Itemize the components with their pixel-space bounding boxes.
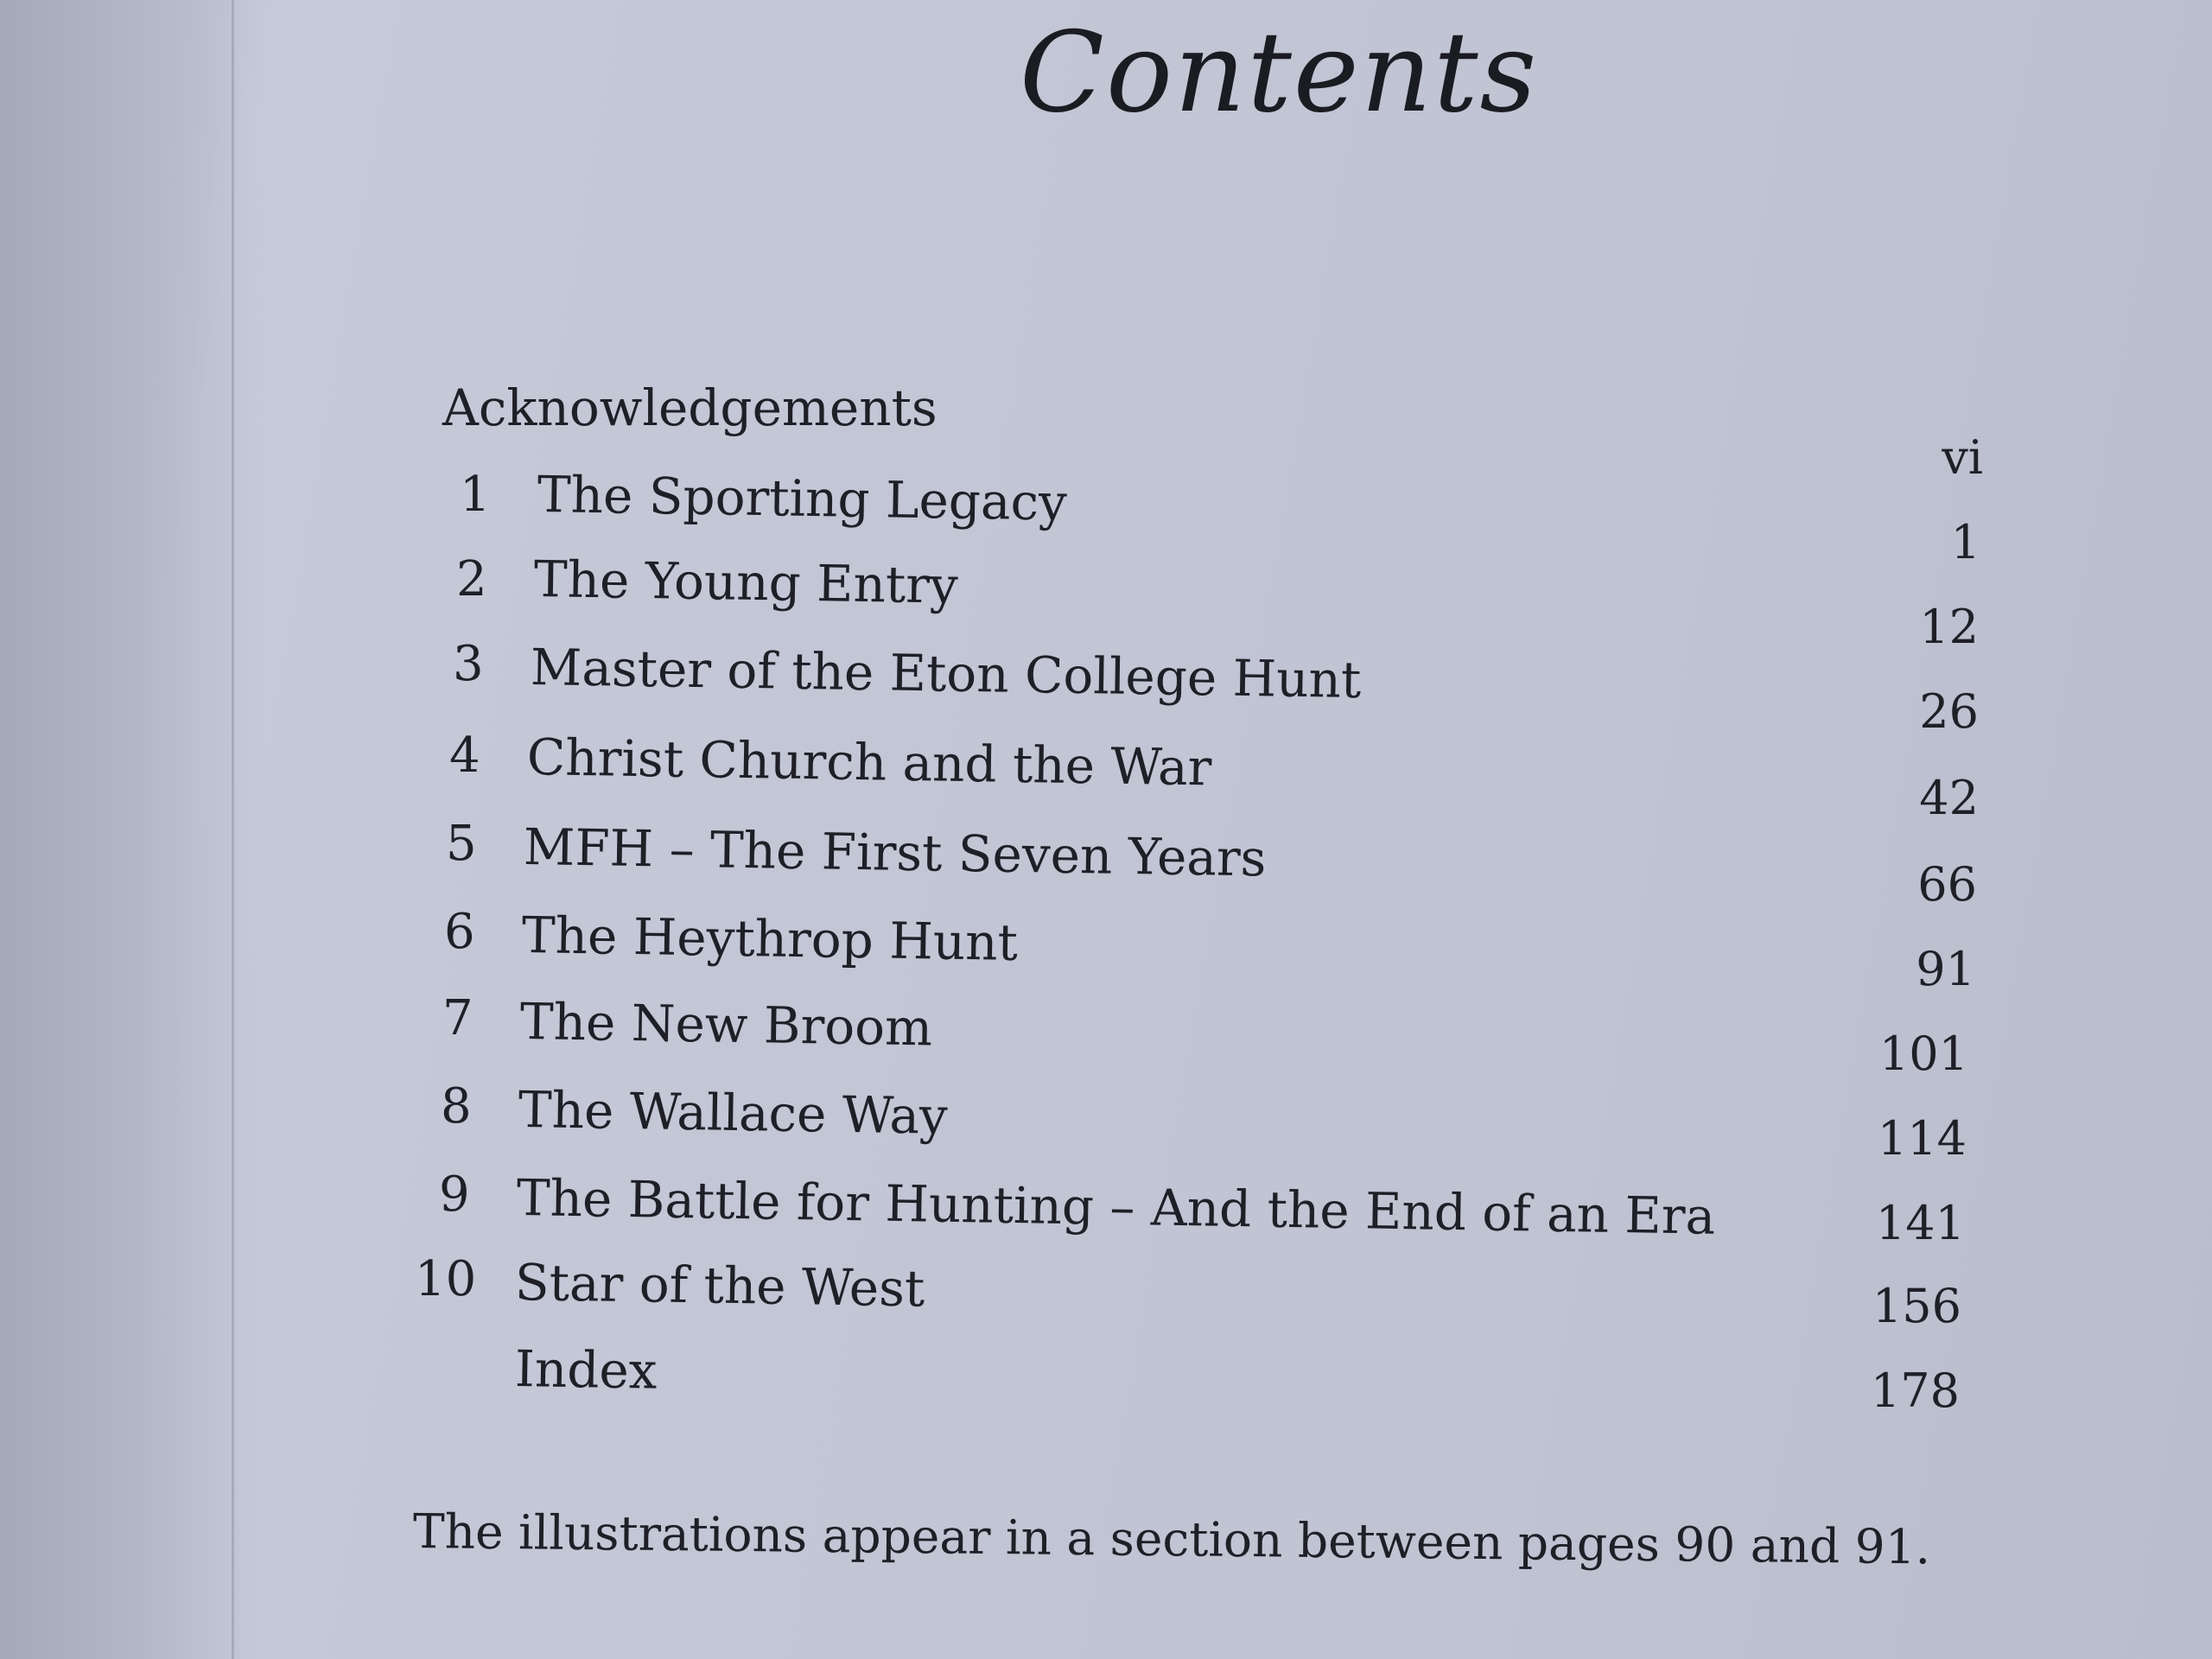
toc-chapter-number: 1 (460, 467, 491, 523)
toc-chapter-number: 4 (449, 728, 480, 784)
toc-chapter-title: The Wallace Way (518, 1080, 949, 1146)
toc-chapter-page: 1 (1950, 515, 1980, 569)
toc-chapter-page: 66 (1917, 857, 1977, 912)
toc-chapter-number: 7 (442, 990, 474, 1046)
toc-chapter-number: 8 (441, 1078, 472, 1135)
toc-chapter-page: 156 (1872, 1279, 1961, 1333)
toc-acknowledgements-page: vi (1942, 430, 1983, 485)
toc-chapter-number: 10 (415, 1251, 477, 1307)
toc-chapter-title: The Sporting Legacy (537, 465, 1068, 532)
toc-chapter-number: 2 (456, 551, 487, 607)
page-title: Contents (1020, 9, 1539, 137)
toc-index-label: Index (514, 1339, 658, 1401)
toc-chapter-page: 91 (1916, 942, 1975, 996)
toc-chapter-title: The Heythrop Hunt (521, 906, 1019, 973)
toc-chapter-page: 101 (1878, 1027, 1968, 1081)
toc-chapter-page: 141 (1875, 1196, 1965, 1250)
toc-chapter-page: 42 (1919, 771, 1979, 825)
toc-chapter-title: Christ Church and the War (526, 728, 1212, 798)
toc-chapter-number: 9 (439, 1166, 470, 1223)
toc-chapter-title: The Battle for Hunting – And the End of an Era (516, 1168, 1716, 1246)
toc-chapter-page: 12 (1919, 600, 1979, 654)
toc-chapter-page: 26 (1919, 684, 1979, 739)
toc-chapter-page: 114 (1877, 1111, 1967, 1166)
toc-chapter-number: 3 (453, 636, 484, 692)
book-gutter-shadow (0, 0, 259, 1659)
toc-chapter-title: The New Broom (519, 992, 933, 1058)
toc-chapter-title: Master of the Eton College Hunt (530, 638, 1362, 710)
toc-chapter-number: 5 (446, 816, 477, 872)
toc-chapter-title: MFH – The First Seven Years (523, 817, 1267, 888)
toc-index-page: 178 (1870, 1363, 1960, 1418)
illustrations-note: The illustrations appear in a section between pages 90 and 91. (412, 1503, 1931, 1575)
page-fold (232, 0, 234, 1659)
toc-chapter-number: 6 (444, 904, 475, 960)
toc-chapter-title: Star of the West (514, 1253, 925, 1319)
toc-chapter-title: The Young Entry (533, 550, 959, 615)
toc-acknowledgements-label: Acknowledgements (442, 378, 938, 437)
